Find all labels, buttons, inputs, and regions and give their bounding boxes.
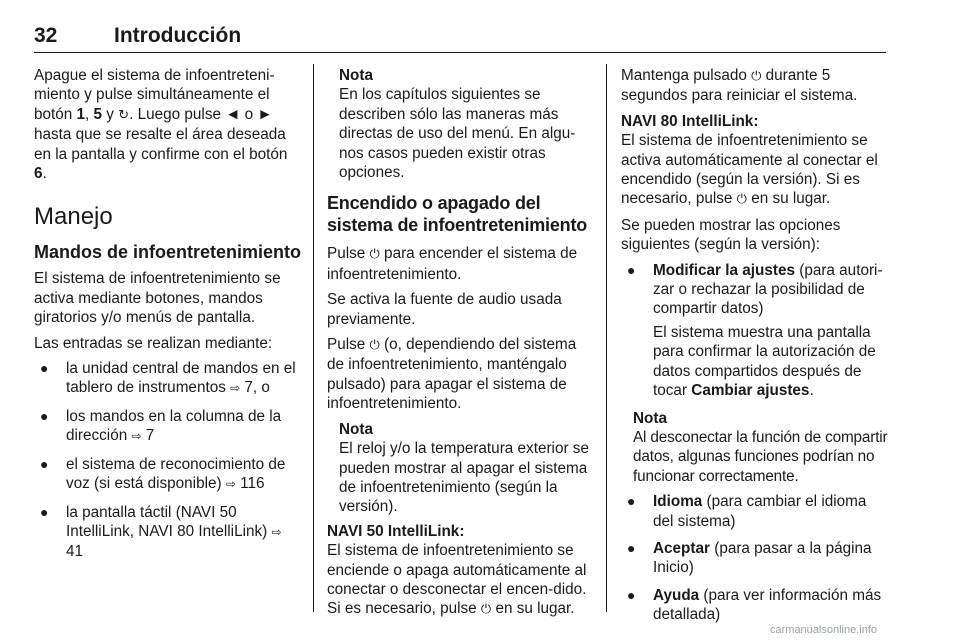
power-icon: ⏻ bbox=[480, 602, 492, 618]
bullet-icon: ● bbox=[627, 586, 636, 603]
bullet-icon: ● bbox=[40, 455, 49, 472]
column-divider-2 bbox=[606, 64, 607, 612]
paragraph: Se activa la fuente de audio usada previamente. bbox=[327, 291, 562, 328]
list-item-subtext: El sistema muestra una pantalla para confirmar la autorización de datos compartidos después de tocar Cambiar ajustes. bbox=[653, 323, 876, 400]
page-header bbox=[34, 24, 886, 53]
text-run: . bbox=[42, 165, 47, 183]
power-section-heading: Encendido o apagado del sistema de infoentretenimiento bbox=[327, 193, 588, 236]
paragraph: El sistema de infoentretenimiento se enciende o apaga automáticamente al conectar o desconectar el encen-dido. Si es necesario, pulse ⏻ en su lugar. bbox=[327, 542, 587, 618]
note-heading: Nota bbox=[339, 67, 373, 84]
rotate-icon: ↻ bbox=[118, 107, 130, 123]
paragraph: Pulse ⏻ para encender el sistema de infoentretenimiento. bbox=[327, 245, 578, 283]
options-list bbox=[621, 261, 889, 401]
text-run: y bbox=[102, 105, 119, 123]
list-item: ● Ayuda (para ver información más detallada) bbox=[627, 586, 882, 624]
button-number: 6 bbox=[34, 165, 43, 183]
power-icon: ⏻ bbox=[751, 69, 762, 84]
watermark: carmanualsonline.info bbox=[770, 624, 878, 636]
list-item: ● el sistema de reconocimiento de voz (si está disponible) ⇨ 116 bbox=[40, 455, 286, 493]
navi80-heading: NAVI 80 IntelliLink: bbox=[621, 112, 759, 130]
page-ref-link[interactable]: 41 bbox=[66, 543, 84, 561]
list-item: ● los mandos en la columna de la dirección ⇨ 7 bbox=[40, 407, 282, 445]
column-1 bbox=[34, 66, 302, 570]
note-box bbox=[339, 420, 593, 517]
paragraph: El sistema de infoentretenimiento se activa automáticamente al conectar el encendido (según la versión). Si es necesario, pulse ⏻ en su lugar. bbox=[621, 132, 878, 208]
column-3 bbox=[621, 66, 889, 633]
text-run: Apague el sistema de infoentreteni-miento y pulse simultáneamente el botón bbox=[34, 67, 275, 123]
paragraph: Pulse ⏻ (o, dependiendo del sistema de infoentretenimiento, manténgalo pulsado) para apagar el sistema de infoentretenimiento. bbox=[327, 336, 577, 413]
list-item: ● la unidad central de mandos en el tablero de instrumentos ⇨ 7, o bbox=[40, 360, 296, 397]
subsection-title: Mandos de infoentretenimiento bbox=[34, 242, 302, 263]
page-number: 32 bbox=[34, 24, 58, 47]
power-icon: ⏻ bbox=[369, 247, 380, 263]
list-item: ● la pantalla táctil (NAVI 50 IntelliLink, NAVI 80 IntelliLink) ⇨ 41 bbox=[40, 503, 282, 561]
paragraph: Las entradas se realizan mediante: bbox=[34, 334, 273, 352]
page-ref-link[interactable]: 116 bbox=[240, 475, 265, 493]
page-ref-icon: ⇨ bbox=[225, 477, 236, 492]
note-heading: Nota bbox=[633, 409, 667, 427]
power-icon: ⏻ bbox=[736, 192, 747, 208]
note-text: En los capítulos siguientes se describen sólo las maneras más directas de uso del menú. En algu-nos casos pueden existir otras opciones. bbox=[339, 86, 576, 182]
section-title: Manejo bbox=[34, 203, 113, 231]
page-title: Introducción bbox=[114, 24, 242, 47]
power-icon: ⏻ bbox=[369, 338, 380, 354]
intro-paragraph bbox=[34, 66, 302, 183]
page-ref-icon: ⇨ bbox=[230, 381, 241, 396]
list-item: ● Aceptar (para pasar a la página Inicio) bbox=[627, 539, 872, 577]
note-heading: Nota bbox=[339, 420, 373, 438]
column-divider-1 bbox=[313, 64, 314, 612]
page-ref-icon: ⇨ bbox=[131, 429, 142, 444]
paragraph: El sistema de infoentretenimiento se activa mediante botones, mandos giratorios y/o menús de pantalla. bbox=[34, 270, 281, 327]
bullet-icon: ● bbox=[627, 539, 636, 556]
list-item: ● Idioma (para cambiar el idioma del sistema) bbox=[627, 493, 867, 530]
options-list bbox=[621, 492, 889, 624]
navi50-heading: NAVI 50 IntelliLink: bbox=[327, 522, 465, 540]
note-box bbox=[339, 66, 593, 182]
note-text: Al desconectar la función de compartir datos, algunas funciones podrían no funcionar correctamente. bbox=[633, 428, 888, 485]
bullet-icon: ● bbox=[40, 407, 49, 424]
page-ref-icon: ⇨ bbox=[271, 524, 282, 539]
bullet-icon: ● bbox=[627, 261, 636, 278]
bullet-icon: ● bbox=[40, 360, 49, 377]
column-2 bbox=[327, 66, 593, 626]
input-methods-list bbox=[34, 359, 302, 562]
page-ref-link[interactable]: 7 bbox=[145, 427, 155, 445]
button-number: 5 bbox=[93, 105, 103, 123]
bullet-icon: ● bbox=[627, 493, 636, 510]
bullet-icon: ● bbox=[40, 503, 49, 520]
list-item: ● Modificar la ajustes (para autori-zar o rechazar la posibilidad de compartir datos) El sistema muestra una pantalla para confirmar la autorización de datos compartidos después de tocar Cambiar ajustes. bbox=[621, 261, 889, 401]
paragraph: Mantenga pulsado ⏻ durante 5 segundos para reiniciar el sistema. bbox=[621, 67, 858, 105]
note-box bbox=[633, 409, 889, 487]
page-ref-link[interactable]: 7, o bbox=[244, 379, 270, 397]
text-run: . Luego pulse ◄ o ► hasta que se resalte el área deseada en la pantalla y confirme con el botón bbox=[34, 105, 288, 163]
note-text: El reloj y/o la temperatura exterior se pueden mostrar al apagar el sistema de infoentretenimiento (según la versión). bbox=[339, 440, 589, 516]
paragraph: Se pueden mostrar las opciones siguientes (según la versión): bbox=[621, 216, 841, 254]
button-number: 1 bbox=[76, 105, 86, 123]
text-run: , bbox=[85, 105, 94, 123]
